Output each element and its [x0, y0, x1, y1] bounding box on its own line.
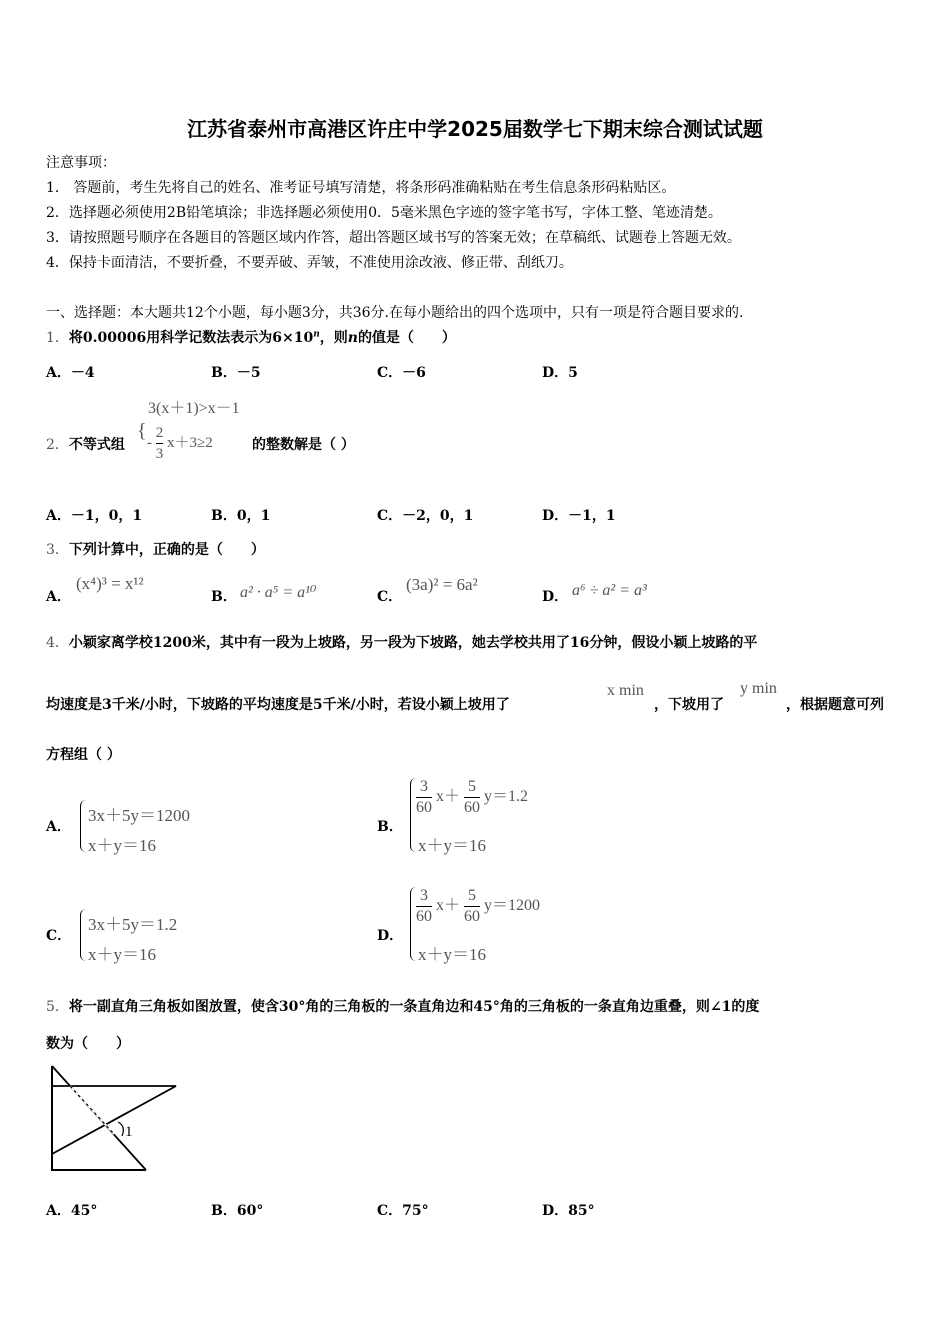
- option-b-expr: a² · a⁵ = a¹⁰: [240, 584, 317, 601]
- notice-item: 2．选择题必须使用2B铅笔填涂；非选择题必须使用0．5毫米黑色字迹的签字笔书写，字体工整、笔迹清楚。: [46, 205, 722, 221]
- minus-sign: -: [147, 434, 152, 451]
- question-text: 的整数解是（ ）: [252, 437, 355, 453]
- question-text: 小颖家离学校1200米，其中有一段为上坡路，另一段为下坡路，她去学校共用了16分钟，假设小颖上坡路的平: [68, 635, 758, 651]
- fraction: $\frac{3}{60}$: [416, 887, 432, 925]
- question-number: 5．: [46, 999, 69, 1015]
- option-a[interactable]: A．－4: [46, 365, 95, 381]
- option-c-expr: (3a)² = 6a²: [406, 575, 478, 594]
- question-text: 将一副直角三角板如图放置，使含30°角的三角板的一条直角边和45°角的三角板的一条直角边重叠，则∠1的度: [68, 999, 760, 1015]
- question-2: [46, 434, 125, 454]
- question-4: [46, 632, 757, 652]
- question-text: 将0.00006用科学记数法表示为6×10: [68, 330, 314, 346]
- option-b[interactable]: B．60°: [211, 1203, 264, 1219]
- fraction: $\frac{5}{60}$: [464, 887, 481, 925]
- equation-brace: [80, 909, 87, 961]
- notice-item: 4．保持卡面清洁，不要折叠，不要弄破、弄皱，不准使用涂改液、修正带、刮纸刀。: [46, 255, 573, 271]
- question-number: 1．: [46, 330, 69, 346]
- variable-y-min: y min: [740, 680, 777, 697]
- equation-line-2: x＋y＝16: [418, 945, 486, 964]
- equation-line-1: $\frac{3}{60}$ x＋ $\frac{5}{60}$ y＝1.2: [416, 778, 529, 816]
- option-c[interactable]: C．－6: [377, 365, 426, 381]
- option-c-label[interactable]: C．: [46, 928, 72, 944]
- question-text: 数为（ ）: [46, 1036, 130, 1052]
- option-a-label[interactable]: A．: [46, 819, 71, 835]
- angle-arc: [118, 1122, 123, 1136]
- inequality-rest: x＋3≥2: [167, 434, 213, 451]
- equation-line-2: x＋y＝16: [88, 945, 156, 964]
- equation-line-1: $\frac{3}{60}$ x＋ $\frac{5}{60}$ y＝1200: [416, 887, 541, 925]
- option-d-expr: a⁶ ÷ a² = a³: [572, 582, 647, 599]
- inequality-brace: {: [137, 420, 147, 442]
- question-text: 的值是（ ）: [357, 330, 456, 346]
- option-a[interactable]: A．45°: [46, 1203, 98, 1219]
- option-d[interactable]: D．85°: [542, 1203, 595, 1219]
- option-d[interactable]: D．5: [542, 365, 578, 381]
- question-1: [46, 327, 456, 347]
- question-number: 3．: [46, 542, 69, 558]
- option-c[interactable]: C．75°: [377, 1203, 429, 1219]
- option-b[interactable]: B．－5: [211, 365, 261, 381]
- equation-line-2: x＋y＝16: [88, 836, 156, 855]
- notice-item: 1． 答题前，考生先将自己的姓名、准考证号填写清楚，将条形码准确粘贴在考生信息条形码粘贴区。: [46, 180, 676, 196]
- question-text: 下列计算中，正确的是（ ）: [68, 542, 265, 558]
- option-c-label[interactable]: C．: [377, 589, 403, 605]
- option-a[interactable]: A．－1，0，1: [46, 508, 143, 524]
- exponent: n: [313, 329, 320, 340]
- equation-line-1: 3x＋5y＝1200: [88, 806, 190, 825]
- option-a-label[interactable]: A．: [46, 589, 71, 605]
- question-text: ，则: [319, 330, 348, 346]
- fraction: $\frac{2}{3}$: [155, 425, 164, 462]
- inequality-line-2: [147, 423, 213, 464]
- option-a-expr: (x⁴)³ = x¹²: [76, 574, 144, 593]
- option-b-label[interactable]: B．: [211, 589, 237, 605]
- question-number: 2．: [46, 437, 69, 453]
- option-b-label[interactable]: B．: [377, 819, 403, 835]
- question-text: 不等式组: [68, 437, 125, 453]
- variable-x-min: x min: [607, 682, 644, 699]
- equation-line-1: 3x＋5y＝1.2: [88, 915, 178, 934]
- question-text: ，根据题意可列: [786, 697, 884, 713]
- option-c[interactable]: C．－2，0，1: [377, 508, 474, 524]
- equation-line-2: x＋y＝16: [418, 836, 486, 855]
- fraction: $\frac{3}{60}$: [416, 778, 432, 816]
- question-number: 4．: [46, 635, 69, 651]
- angle-label: 1: [125, 1124, 133, 1140]
- triangle-30-edges: [52, 1086, 176, 1154]
- question-5: [46, 996, 759, 1016]
- variable: n: [347, 330, 358, 346]
- fraction: $\frac{5}{60}$: [464, 778, 481, 816]
- option-d-label[interactable]: D．: [377, 928, 404, 944]
- question-3: [46, 539, 265, 559]
- option-d[interactable]: D．－1，1: [542, 508, 616, 524]
- notice-item: 3．请按照题号顺序在各题目的答题区域内作答，超出答题区域书写的答案无效；在草稿纸、试题卷上答题无效。: [46, 230, 741, 246]
- inequality-line-1: 3(x＋1)>x－1: [148, 400, 240, 417]
- question-text: ，下坡用了: [654, 697, 724, 713]
- option-b[interactable]: B．0，1: [211, 508, 271, 524]
- notice-heading: 注意事项：: [46, 155, 116, 171]
- question-text: 均速度是3千米/小时，下坡路的平均速度是5千米/小时，若设小颖上坡用了: [46, 697, 510, 713]
- section-heading: 一、选择题：本大题共12个小题，每小题3分，共36分.在每小题给出的四个选项中，只有一项是符合题目要求的.: [46, 305, 744, 321]
- page-title: 江苏省泰州市高港区许庄中学2025届数学七下期末综合测试试题: [187, 117, 763, 141]
- question-text: 方程组（ ）: [46, 747, 121, 763]
- equation-brace: [80, 800, 87, 852]
- triangle-figure: [44, 1062, 184, 1174]
- option-d-label[interactable]: D．: [542, 589, 569, 605]
